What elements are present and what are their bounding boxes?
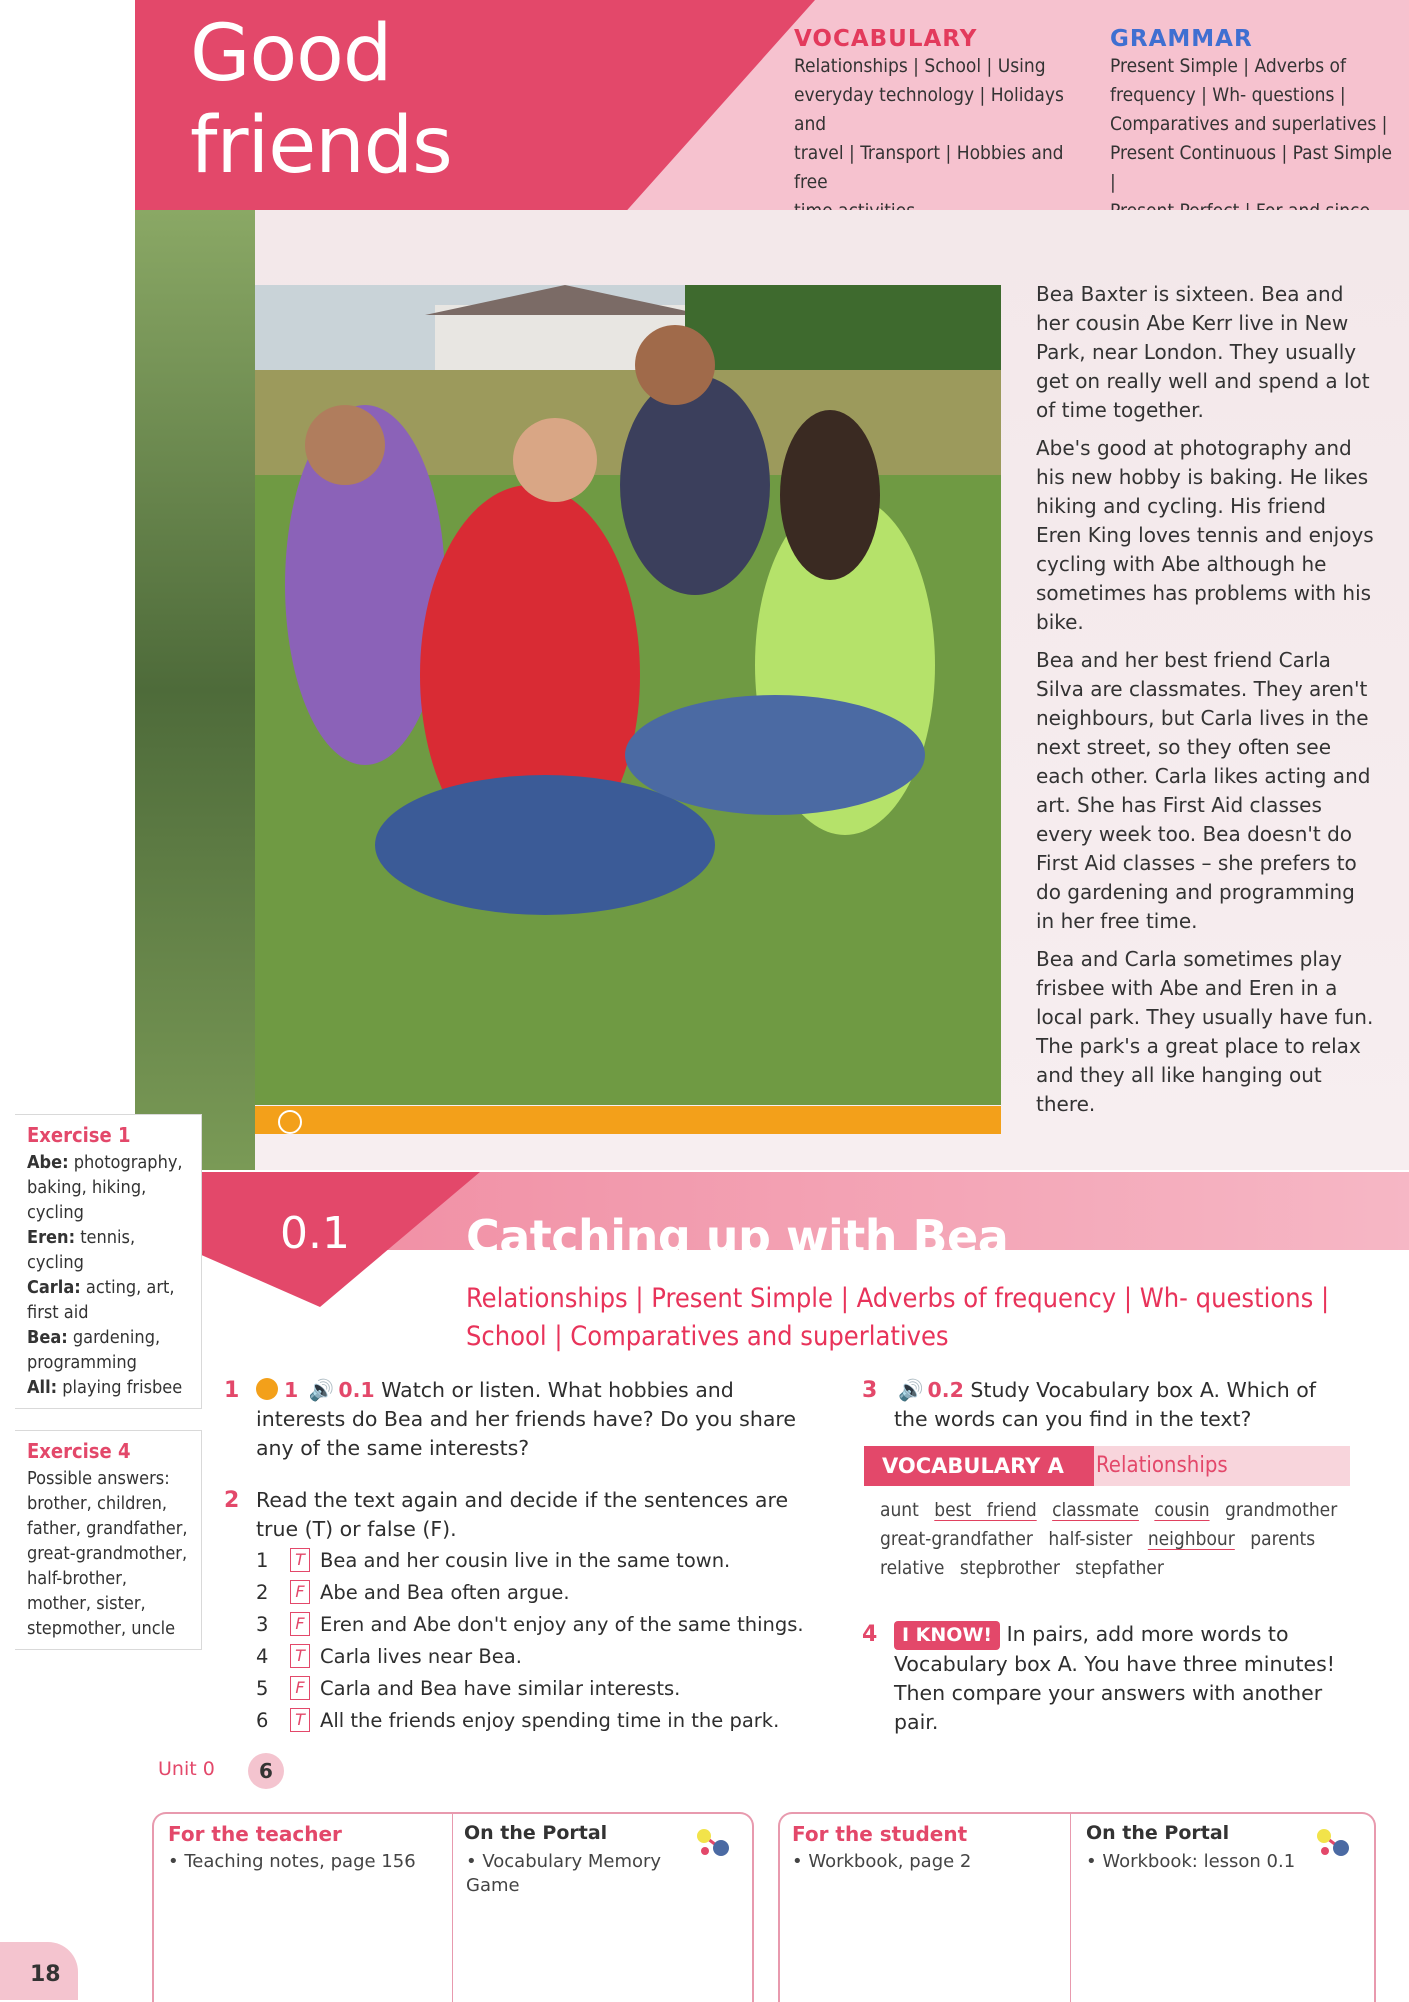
page-number-tab — [0, 1942, 78, 2000]
answer-line: Abe: photography, baking, hiking, cycling — [27, 1152, 183, 1223]
item-number: 1 — [256, 1549, 269, 1572]
portal-icon[interactable] — [1314, 1826, 1350, 1862]
exercise-3 — [862, 1376, 1354, 1434]
student-heading: For the student — [792, 1822, 968, 1846]
exercise-instruction: Study Vocabulary box A. Which of the words can you find in the text? — [894, 1378, 1317, 1431]
exercise-instruction: In pairs, add more words to Vocabulary box A. You have three minutes! Then compare your answers with another pair. — [894, 1622, 1336, 1734]
exercise-1-answers — [15, 1114, 202, 1409]
story-paragraph: Bea and Carla sometimes play frisbee with Abe and Eren in a local park. They usually have fun. The park's a great place to relax and they all like hanging out there. — [1036, 947, 1374, 1116]
audio-icon[interactable]: 🔊 — [308, 1378, 335, 1402]
item-number: 2 — [256, 1581, 269, 1604]
vocabulary-line: Relationships | School | Using — [794, 55, 1046, 77]
vocabulary-word: grandmother — [1224, 1499, 1338, 1521]
vocabulary-word: great-grandfather — [880, 1528, 1033, 1550]
vocabulary-word: best friend — [934, 1499, 1037, 1521]
vocabulary-topics — [794, 26, 1094, 226]
item-text: Abe and Bea often argue. — [320, 1581, 570, 1604]
true-false-item — [256, 1674, 816, 1706]
vocabulary-box-title: Relationships — [1096, 1453, 1228, 1478]
audio-track-number: 0.1 — [338, 1378, 375, 1402]
photo-background-strip — [135, 210, 255, 1170]
story-paragraph: Bea Baxter is sixteen. Bea and her cousin Abe Kerr live in New Park, near London. They usually get on really well and spend a lot of time together. — [1036, 282, 1370, 422]
true-false-item — [256, 1578, 816, 1610]
item-number: 5 — [256, 1677, 269, 1700]
true-false-item — [256, 1610, 816, 1642]
teacher-item: • Teaching notes, page 156 — [168, 1851, 416, 1872]
exercise-number: 1 — [224, 1378, 240, 1403]
exercise-1 — [224, 1376, 816, 1463]
exercise-1-heading: Exercise 1 — [27, 1123, 131, 1147]
exercise-instruction: Read the text again and decide if the sentences are true (T) or false (F). — [256, 1488, 789, 1541]
i-know-badge: I KNOW! — [894, 1621, 1000, 1650]
grammar-topics — [1110, 26, 1400, 226]
vocabulary-word-list — [864, 1486, 1350, 1589]
friends-photo — [255, 285, 1001, 1105]
exercise-number: 2 — [224, 1488, 240, 1513]
answer-box[interactable]: T — [290, 1708, 310, 1732]
answers-lead: Possible answers: — [27, 1468, 170, 1489]
teacher-heading: For the teacher — [168, 1822, 342, 1846]
vocabulary-word: neighbour — [1147, 1528, 1235, 1550]
true-false-list — [256, 1546, 816, 1738]
vocabulary-word: parents — [1250, 1528, 1316, 1550]
item-text: Bea and her cousin live in the same town. — [320, 1549, 731, 1572]
grammar-heading: GRAMMAR — [1110, 26, 1253, 52]
student-item: • Workbook, page 2 — [792, 1851, 972, 1872]
exercise-2 — [224, 1486, 816, 1738]
portal-heading: On the Portal — [1086, 1822, 1230, 1844]
true-false-item — [256, 1706, 816, 1738]
exercise-4-heading: Exercise 4 — [27, 1439, 131, 1463]
grammar-line: frequency | Wh- questions | — [1110, 84, 1346, 106]
video-progress-bar[interactable] — [255, 1106, 1001, 1134]
vocabulary-word: stepfather — [1075, 1557, 1164, 1579]
answer-line: Bea: gardening, programming — [27, 1327, 161, 1373]
exercise-number: 4 — [862, 1622, 878, 1647]
portal-item[interactable]: • Vocabulary Memory Game — [466, 1851, 662, 1896]
answer-line: Carla: acting, art, first aid — [27, 1277, 175, 1323]
item-text: Carla and Bea have similar interests. — [320, 1677, 681, 1700]
answer-box[interactable]: F — [290, 1580, 310, 1604]
exercise-4 — [862, 1620, 1354, 1737]
vocabulary-word: relative — [880, 1557, 945, 1579]
page-number: 18 — [30, 1962, 61, 1987]
portal-item[interactable]: • Workbook: lesson 0.1 — [1086, 1851, 1296, 1872]
item-text: Eren and Abe don't enjoy any of the same things. — [320, 1613, 804, 1636]
item-text: All the friends enjoy spending time in the park. — [320, 1709, 780, 1732]
story-paragraph: Abe's good at photography and his new hobby is baking. He likes hiking and cycling. His friend Eren King loves tennis and enjoys cycling with Abe although he sometimes has problems with his bike. — [1036, 436, 1374, 634]
story-paragraph: Bea and her best friend Carla Silva are classmates. They aren't neighbours, but Carla lives in the next street, so they often see each other. Carla likes acting and art. She has First Aid classes every week too. Bea doesn't do First Aid classes – she prefers to do gardening and programming in her free time. — [1036, 648, 1371, 933]
teacher-resources-box — [152, 1812, 754, 2002]
audio-icon[interactable]: 🔊 — [898, 1378, 924, 1402]
portal-icon[interactable] — [694, 1826, 730, 1862]
video-play-icon[interactable] — [256, 1378, 278, 1400]
vocabulary-word: half-sister — [1048, 1528, 1133, 1550]
vocabulary-word: classmate — [1052, 1499, 1139, 1521]
grammar-line: Present Continuous | Past Simple | — [1110, 142, 1392, 193]
exercise-number: 3 — [862, 1378, 878, 1403]
lesson-topics: Relationships | Present Simple | Adverbs of frequency | Wh- questions | School | Comparatives and superlatives — [466, 1283, 1330, 1352]
grammar-line: Comparatives and superlatives | — [1110, 113, 1388, 135]
vocabulary-word: stepbrother — [959, 1557, 1060, 1579]
portal-heading: On the Portal — [464, 1822, 608, 1844]
vocabulary-box-a — [864, 1446, 1350, 1589]
item-number: 6 — [256, 1709, 269, 1732]
answer-box[interactable]: T — [290, 1548, 310, 1572]
answers-text: brother, children, father, grandfather, great-grandmother, half-brother, mother, sister, stepmother, uncle — [27, 1493, 188, 1639]
true-false-item — [256, 1642, 816, 1674]
vocabulary-word: aunt — [880, 1499, 919, 1521]
video-number: 1 — [284, 1378, 299, 1402]
vocabulary-box-label: VOCABULARY A — [864, 1446, 1094, 1486]
lesson-title: Catching up with Bea — [466, 1210, 1009, 1264]
play-icon[interactable] — [278, 1110, 302, 1134]
exercise-instruction: Watch or listen. What hobbies and interests do Bea and her friends have? Do you share any of the same interests? — [256, 1378, 797, 1460]
grammar-line: Present Simple | Adverbs of — [1110, 55, 1347, 77]
unit-page-number: 6 — [248, 1753, 284, 1789]
story-text — [1036, 280, 1376, 1128]
answer-box[interactable]: F — [290, 1612, 310, 1636]
vocabulary-word: cousin — [1154, 1499, 1210, 1521]
answer-box[interactable]: F — [290, 1676, 310, 1700]
lesson-number: 0.1 — [280, 1208, 350, 1259]
vocabulary-line: travel | Transport | Hobbies and free — [794, 142, 1064, 193]
true-false-item — [256, 1546, 816, 1578]
item-number: 3 — [256, 1613, 269, 1636]
unit-title: Good friends — [190, 9, 452, 191]
answer-box[interactable]: T — [290, 1644, 310, 1668]
student-resources-box — [778, 1812, 1376, 2002]
item-number: 4 — [256, 1645, 269, 1668]
vocabulary-line: everyday technology | Holidays and — [794, 84, 1064, 135]
vocabulary-heading: VOCABULARY — [794, 26, 978, 52]
exercise-4-answers — [15, 1430, 202, 1650]
item-text: Carla lives near Bea. — [320, 1645, 522, 1668]
answer-line: All: playing frisbee — [27, 1377, 183, 1398]
unit-footer-label: Unit 0 — [158, 1758, 215, 1780]
audio-track-number: 0.2 — [927, 1378, 964, 1402]
answer-line: Eren: tennis, cycling — [27, 1227, 136, 1273]
